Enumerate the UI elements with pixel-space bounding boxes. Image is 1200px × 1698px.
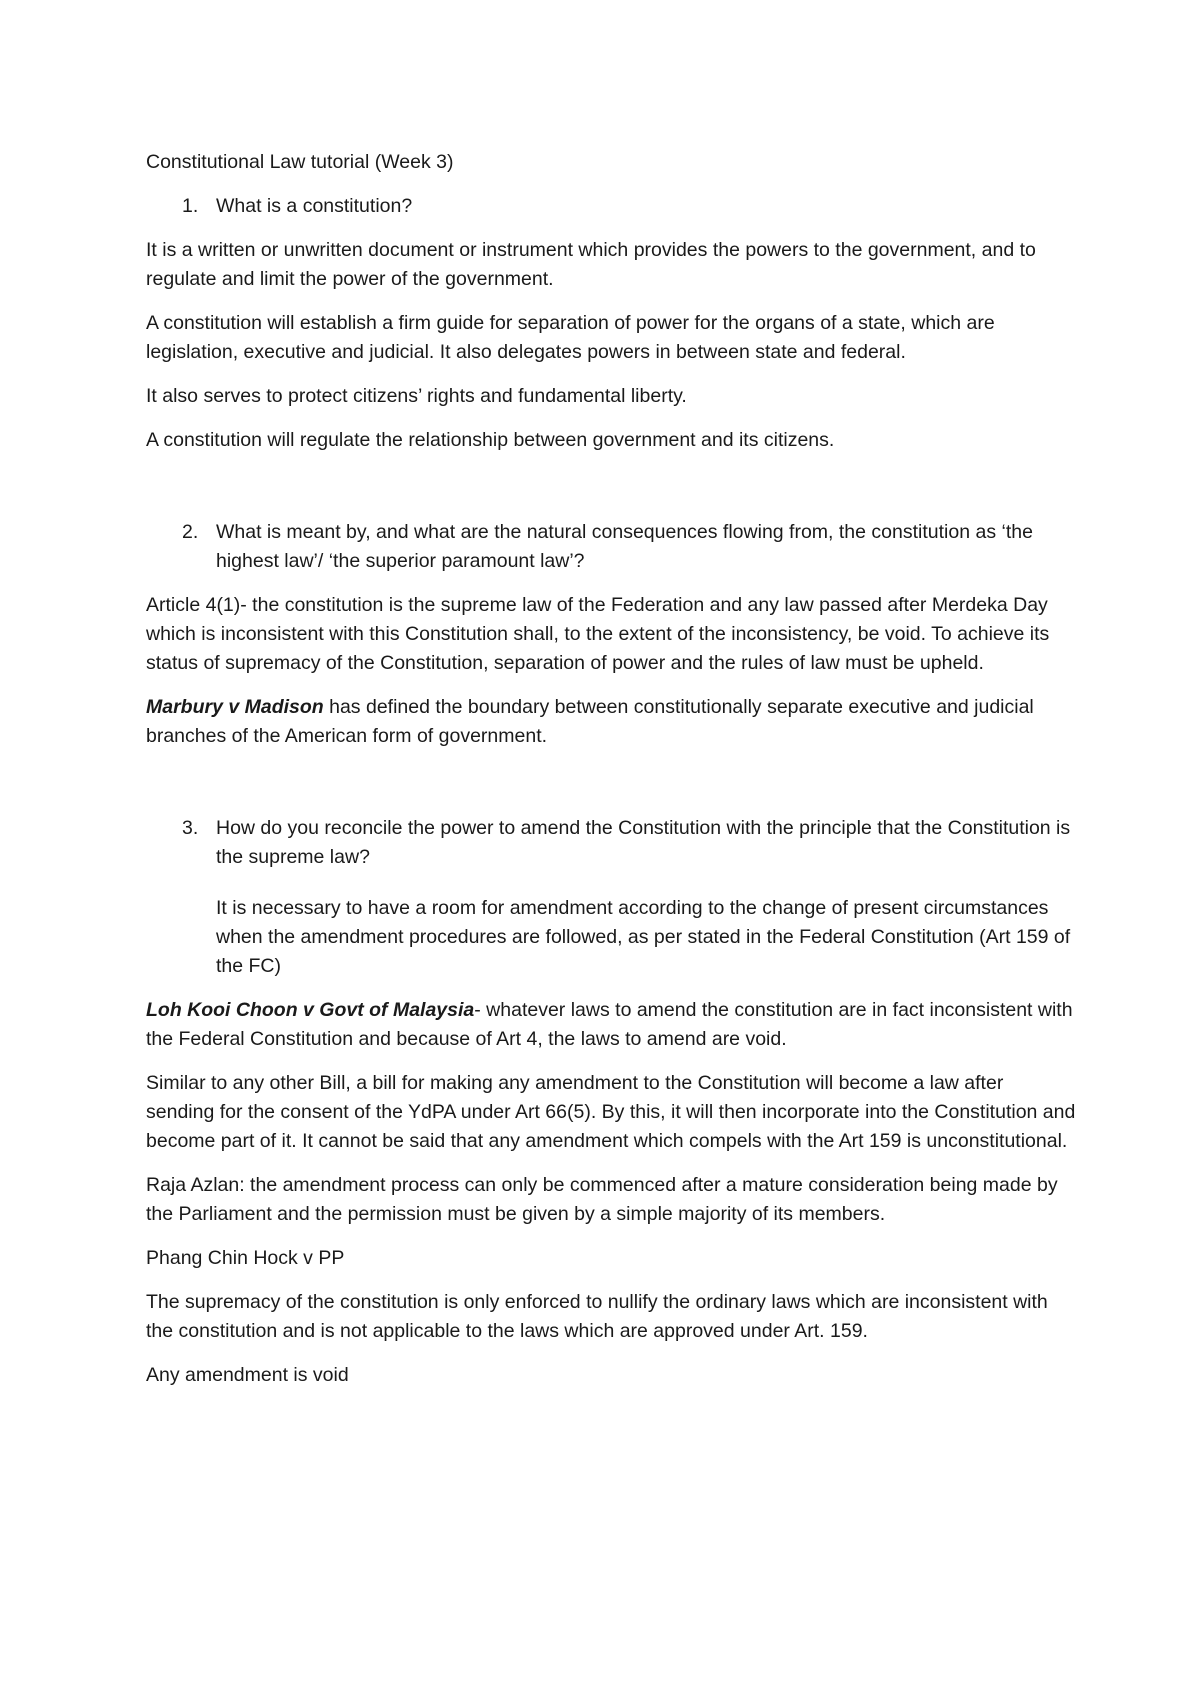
question-text: How do you reconcile the power to amend the Constitution with the principle that the Constitution is the supreme law? [216, 817, 1071, 868]
answer-paragraph: A constitution will establish a firm guide for separation of power for the organs of a state, which are legislation, executive and judicial. It also delegates powers in between state and federal. [146, 312, 995, 363]
question-text: What is a constitution? [216, 195, 413, 217]
answer-paragraph: Any amendment is void [146, 1364, 349, 1386]
indented-answer: It is necessary to have a room for amendment according to the change of present circumstances when the amendment procedures are followed, as per stated in the Federal Constitution (Art 159 of the FC) [216, 897, 1071, 977]
document-body [146, 148, 1076, 1405]
answer-paragraph: Article 4(1)- the constitution is the supreme law of the Federation and any law passed after Merdeka Day which is inconsistent with this Constitution shall, to the extent of the inconsistency, be void. To achieve its status of supremacy of the Constitution, separation of power and the rules of law must be upheld. [146, 594, 1050, 674]
case-text: has defined the boundary between constitutionally separate executive and judicial branches of the American form of government. [146, 696, 1034, 747]
answer-paragraph: It also serves to protect citizens’ rights and fundamental liberty. [146, 385, 687, 407]
question-1 [146, 192, 1076, 221]
question-3 [146, 814, 1076, 872]
question-number: 2. [182, 521, 199, 543]
answer-paragraph: The supremacy of the constitution is only enforced to nullify the ordinary laws which are inconsistent with the constitution and is not applicable to the laws which are approved under Art. 159. [146, 1291, 1048, 1342]
case-paragraph [146, 996, 1076, 1054]
case-name: Loh Kooi Choon v Govt of Malaysia [146, 999, 475, 1021]
answer-paragraph: Raja Azlan: the amendment process can only be commenced after a mature consideration being made by the Parliament and the permission must be given by a simple majority of its members. [146, 1174, 1058, 1225]
case-heading: Phang Chin Hock v PP [146, 1247, 345, 1269]
question-text: What is meant by, and what are the natural consequences flowing from, the constitution as ‘the highest law’/ ‘the superior paramount law’? [216, 521, 1033, 572]
answer-paragraph: A constitution will regulate the relationship between government and its citizens. [146, 429, 835, 451]
case-text: - whatever laws to amend the constitution are in fact inconsistent with the Federal Constitution and because of Art 4, the laws to amend are void. [146, 999, 1073, 1050]
spacer [146, 766, 1076, 814]
document-title: Constitutional Law tutorial (Week 3) [146, 151, 454, 173]
case-paragraph [146, 693, 1076, 751]
question-number: 3. [182, 817, 199, 839]
case-name: Marbury v Madison [146, 696, 324, 718]
answer-paragraph: It is a written or unwritten document or instrument which provides the powers to the government, and to regulate and limit the power of the government. [146, 239, 1036, 290]
question-2 [146, 518, 1076, 576]
question-number: 1. [182, 195, 199, 217]
answer-paragraph: Similar to any other Bill, a bill for making any amendment to the Constitution will become a law after sending for the consent of the YdPA under Art 66(5). By this, it will then incorporate into the Constitution and become part of it. It cannot be said that any amendment which compels with the Art 159 is unconstitutional. [146, 1072, 1076, 1152]
spacer [146, 470, 1076, 518]
